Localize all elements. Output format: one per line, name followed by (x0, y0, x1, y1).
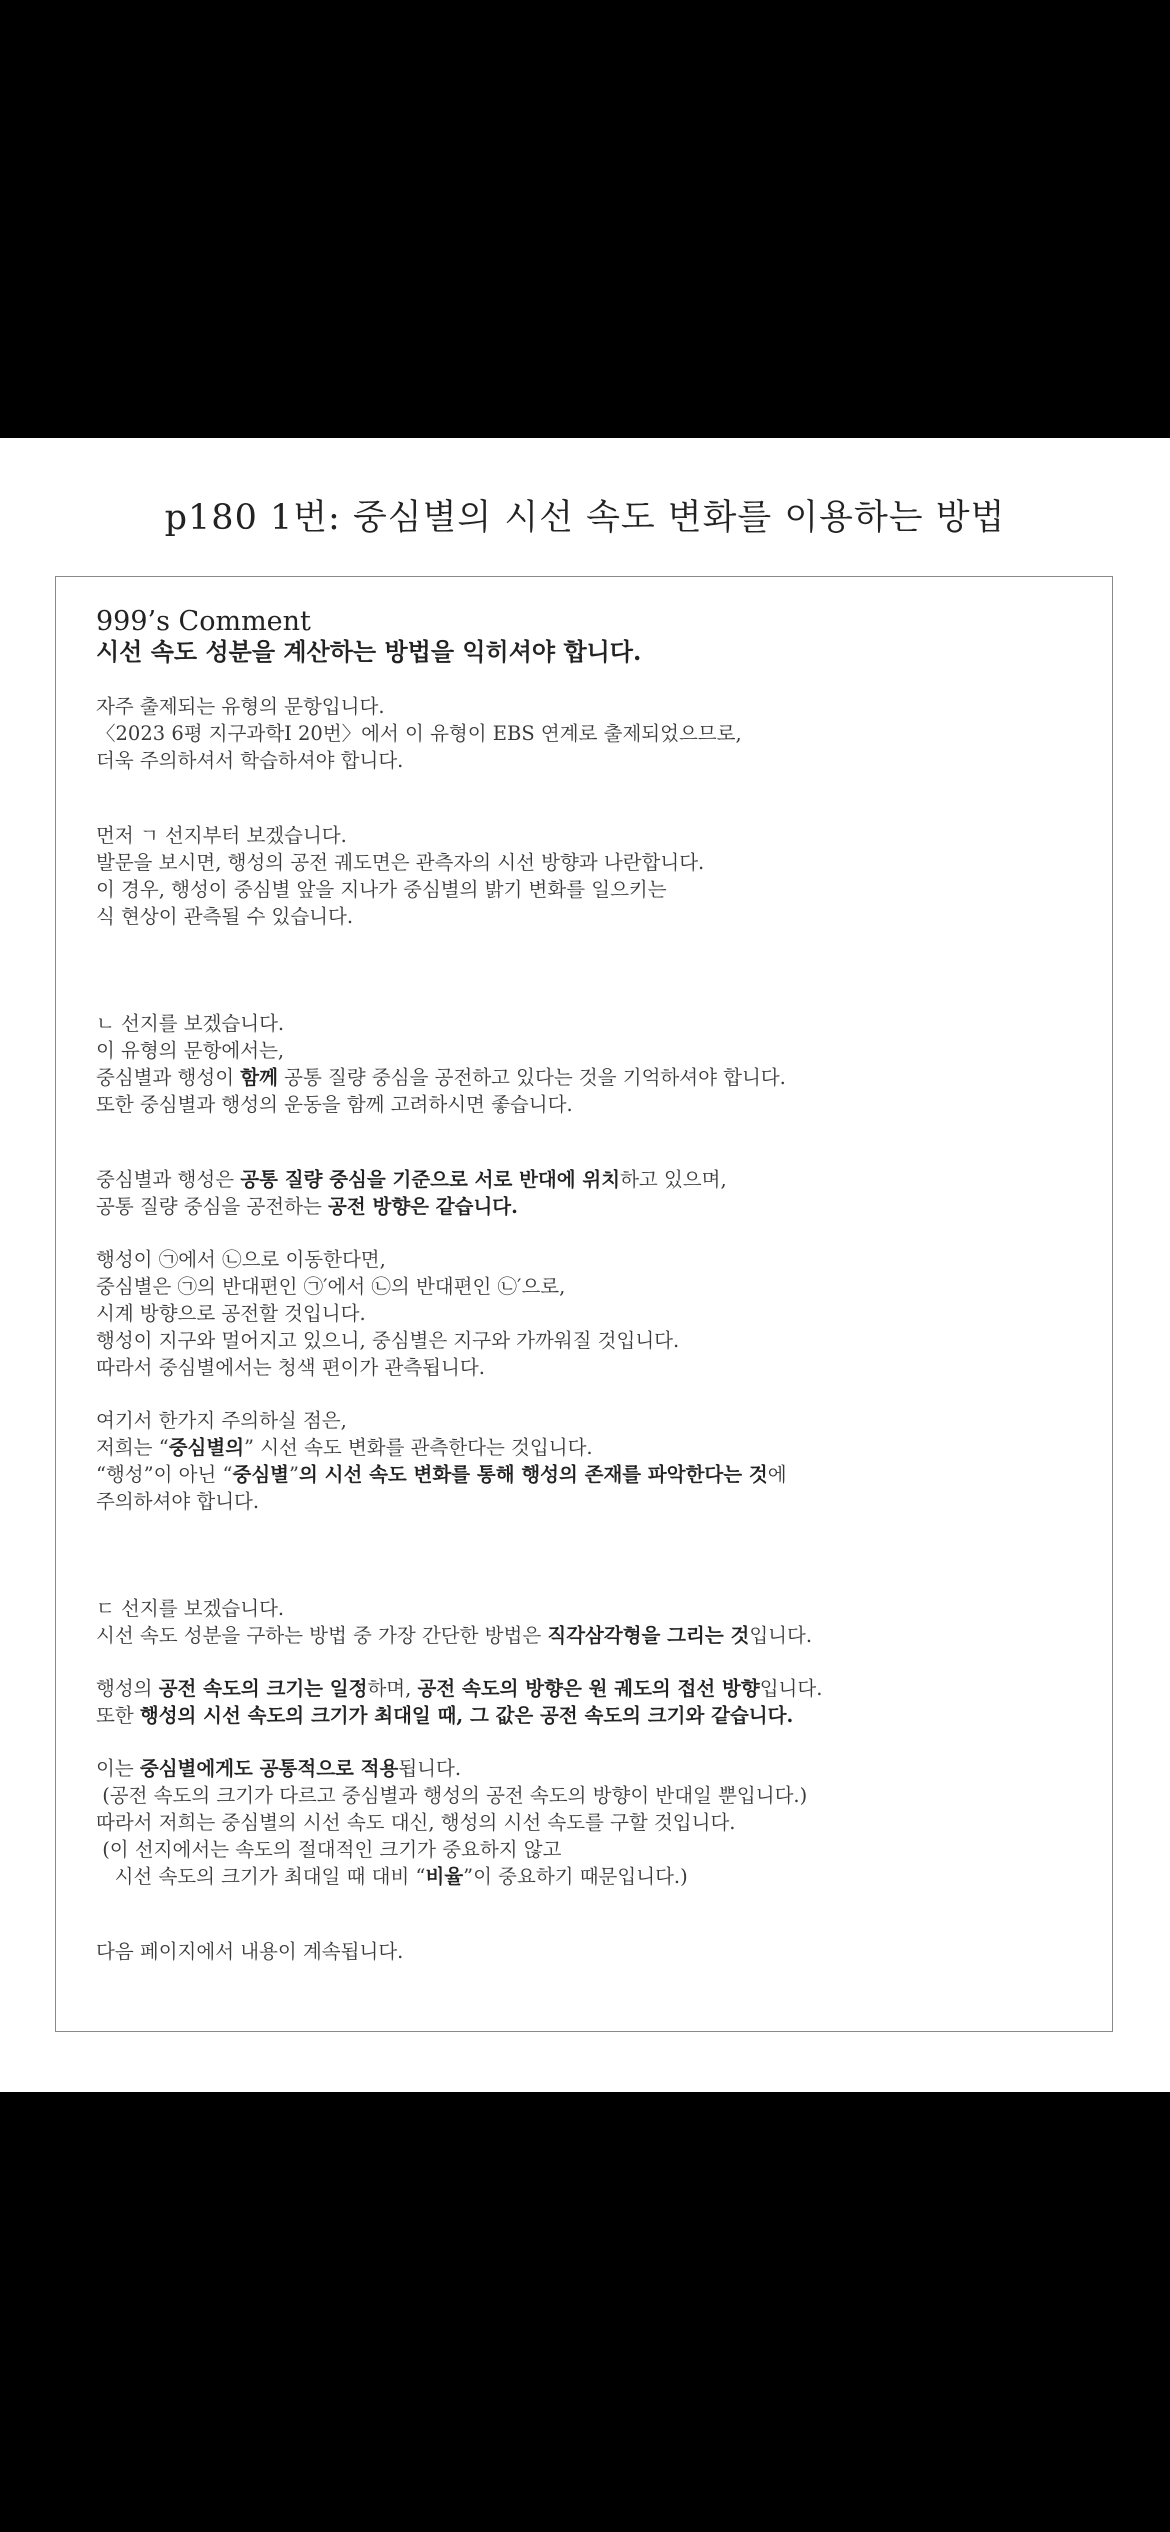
caution-line: 여기서 한가지 주의하실 점은, (96, 1409, 347, 1432)
option-b-line: 또한 중심별과 행성의 운동을 함께 고려하시면 좋습니다. (96, 1093, 573, 1116)
common-paragraph (96, 1755, 1096, 1890)
motion-line: 중심별은 ㉠의 반대편인 ㉠′에서 ㉡의 반대편인 ㉡′으로, (96, 1275, 566, 1298)
motion-line: 행성이 ㉠에서 ㉡으로 이동한다면, (96, 1248, 386, 1271)
option-c-paragraph (96, 1595, 1096, 1649)
caution-line: 주의하셔야 합니다. (96, 1490, 260, 1513)
speed-paragraph (96, 1675, 1096, 1729)
caution-line: 저희는 “중심별의” 시선 속도 변화를 관측한다는 것입니다. (96, 1436, 593, 1459)
opposite-line: 중심별과 행성은 공통 질량 중심을 기준으로 서로 반대에 위치하고 있으며, (96, 1168, 727, 1191)
intro-line: 자주 출제되는 유형의 문항입니다. (96, 695, 385, 718)
comment-content (96, 607, 1096, 1965)
opposite-line: 공통 질량 중심을 공전하는 공전 방향은 같습니다. (96, 1195, 518, 1218)
comment-heading: 999’s Comment (96, 606, 311, 637)
intro-line: 더욱 주의하셔서 학습하셔야 합니다. (96, 749, 404, 772)
option-a-paragraph (96, 822, 1096, 930)
continued-note: 다음 페이지에서 내용이 계속됩니다. (96, 1940, 404, 1963)
motion-paragraph (96, 1246, 1096, 1381)
comment-subheading: 시선 속도 성분을 계산하는 방법을 익히셔야 합니다. (96, 637, 642, 666)
document-page (0, 438, 1170, 2092)
option-b-line: ㄴ 선지를 보겠습니다. (96, 1012, 285, 1035)
comment-box (55, 576, 1113, 2032)
common-line: 이는 중심별에게도 공통적으로 적용됩니다. (96, 1757, 462, 1780)
option-b-line: 이 유형의 문항에서는, (96, 1039, 285, 1062)
caution-paragraph (96, 1407, 1096, 1515)
common-line: (이 선지에서는 속도의 절대적인 크기가 중요하지 않고 (96, 1838, 562, 1861)
option-b-paragraph (96, 1010, 1096, 1118)
page-title: p180 1번: 중심별의 시선 속도 변화를 이용하는 방법 (164, 498, 1006, 538)
option-c-line: ㄷ 선지를 보겠습니다. (96, 1597, 285, 1620)
opposite-paragraph (96, 1166, 1096, 1220)
option-b-line: 중심별과 행성이 함께 공통 질량 중심을 공전하고 있다는 것을 기억하셔야 합니다. (96, 1066, 786, 1089)
intro-line: 〈2023 6평 지구과학Ⅰ 20번〉에서 이 유형이 EBS 연계로 출제되었으므로, (96, 722, 742, 745)
footer-paragraph (96, 1938, 1096, 1965)
speed-line: 또한 행성의 시선 속도의 크기가 최대일 때, 그 값은 공전 속도의 크기와 같습니다. (96, 1704, 794, 1727)
speed-line: 행성의 공전 속도의 크기는 일정하며, 공전 속도의 방향은 원 궤도의 접선 방향입니다. (96, 1677, 823, 1700)
option-a-line: 먼저 ㄱ 선지부터 보겠습니다. (96, 824, 347, 847)
common-line: 따라서 저희는 중심별의 시선 속도 대신, 행성의 시선 속도를 구할 것입니다. (96, 1811, 736, 1834)
option-a-line: 식 현상이 관측될 수 있습니다. (96, 905, 354, 928)
intro-paragraph (96, 693, 1096, 774)
motion-line: 시계 방향으로 공전할 것입니다. (96, 1302, 366, 1325)
motion-line: 행성이 지구와 멀어지고 있으니, 중심별은 지구와 가까워질 것입니다. (96, 1329, 680, 1352)
option-a-line: 발문을 보시면, 행성의 공전 궤도면은 관측자의 시선 방향과 나란합니다. (96, 851, 705, 874)
common-line: (공전 속도의 크기가 다르고 중심별과 행성의 공전 속도의 방향이 반대일 뿐입니다.) (96, 1784, 808, 1807)
common-line: 시선 속도의 크기가 최대일 때 대비 “비율”이 중요하기 때문입니다.) (96, 1865, 688, 1888)
motion-line: 따라서 중심별에서는 청색 편이가 관측됩니다. (96, 1356, 485, 1379)
option-c-line: 시선 속도 성분을 구하는 방법 중 가장 간단한 방법은 직각삼각형을 그리는 것입니다. (96, 1624, 813, 1647)
caution-line: “행성”이 아닌 “중심별”의 시선 속도 변화를 통해 행성의 존재를 파악한다는 것에 (96, 1463, 787, 1486)
option-a-line: 이 경우, 행성이 중심별 앞을 지나가 중심별의 밝기 변화를 일으키는 (96, 878, 667, 901)
